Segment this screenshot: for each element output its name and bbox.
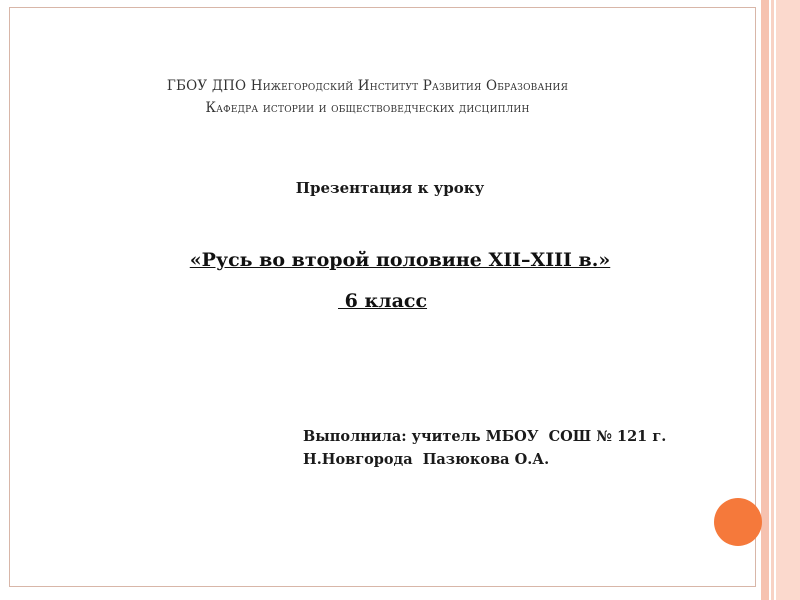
decorative-circle (714, 498, 762, 546)
author-line-2: Н.Новгорода Пазюкова О.А. (303, 451, 550, 468)
author-line-1: Выполнила: учитель МБОУ СОШ № 121 г. (303, 428, 667, 445)
decorative-stripe (761, 0, 769, 600)
department-name: Кафедра истории и обществоведческих дисциплин (205, 100, 530, 116)
presentation-subtitle: Презентация к уроку (295, 179, 485, 197)
grade-label: 6 класс (338, 290, 428, 312)
decorative-stripe (776, 0, 800, 600)
author-info (303, 425, 743, 471)
institution-name: ГБОУ ДПО Нижегородский Институт Развития Образования (166, 78, 569, 94)
decorative-stripe (771, 0, 774, 600)
institution-header (0, 75, 735, 119)
lesson-title: «Русь во второй половине XII–XIII в.» (189, 249, 611, 271)
